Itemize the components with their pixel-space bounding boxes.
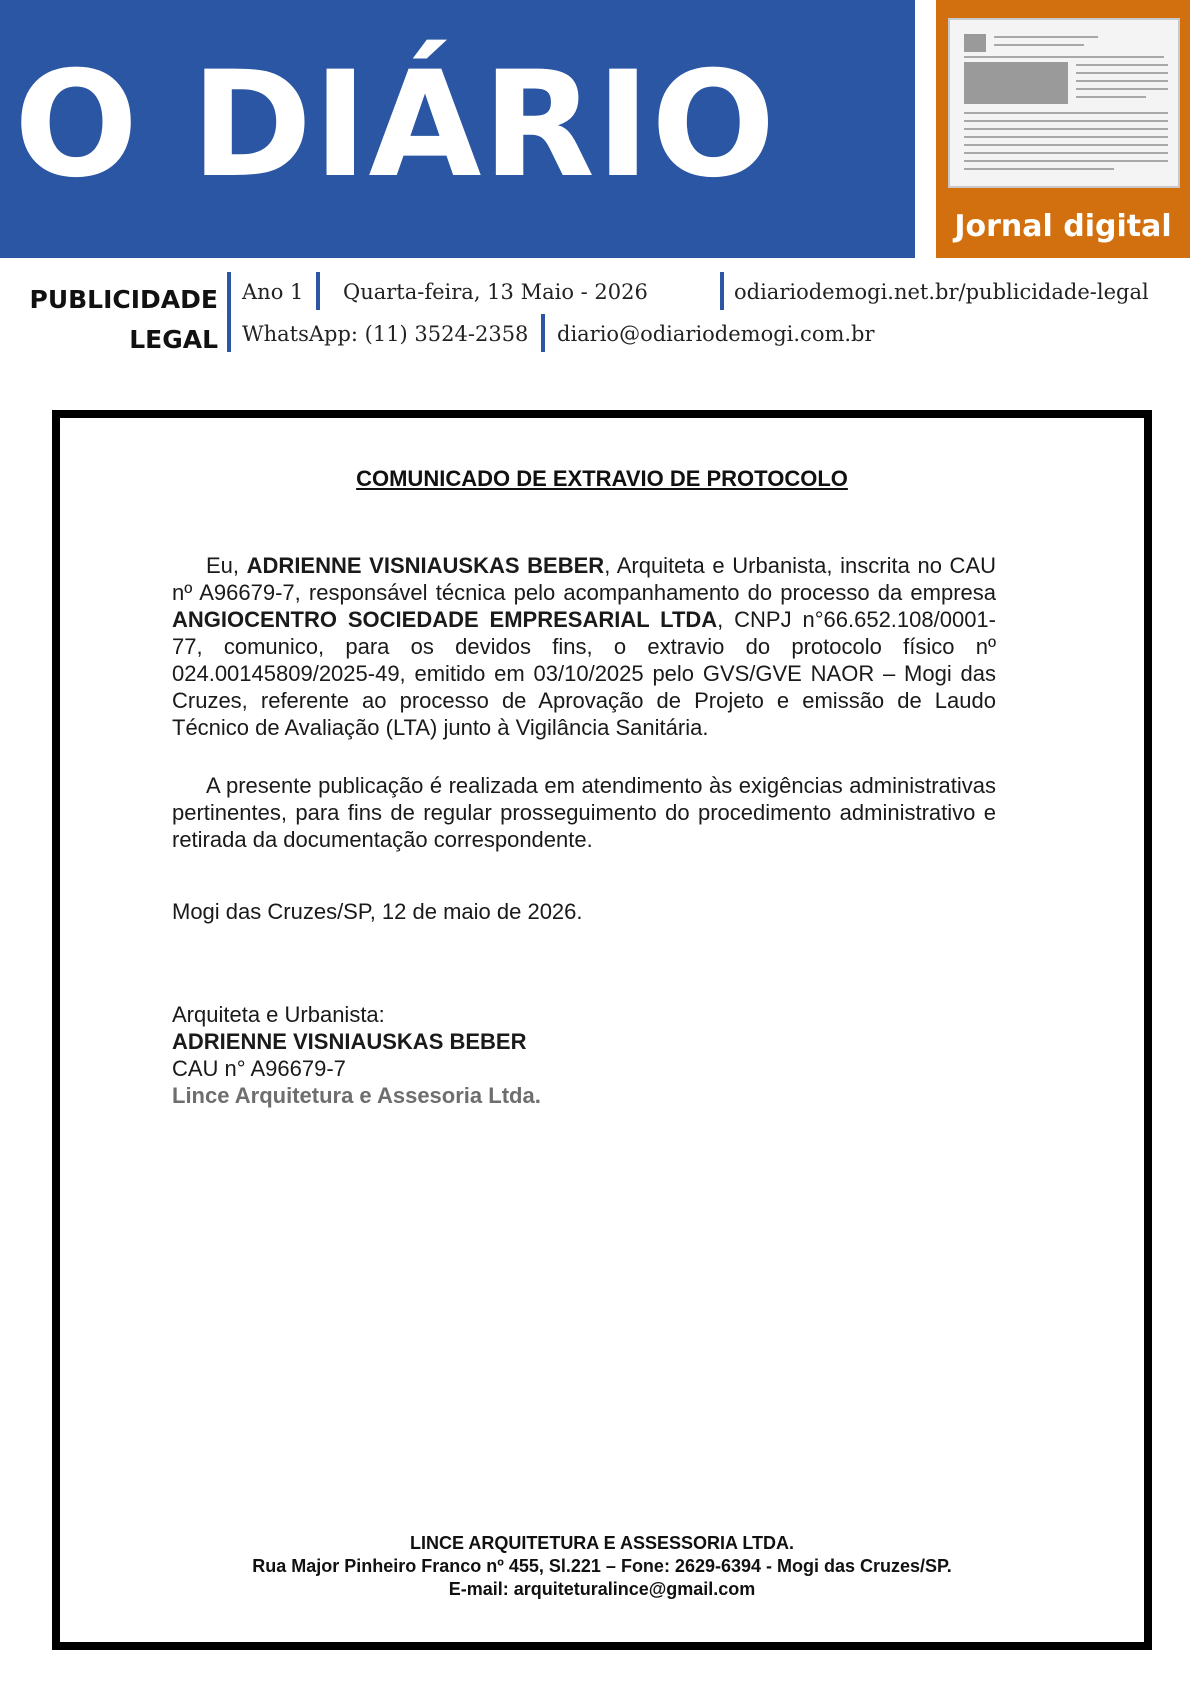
signature-role: Arquiteta e Urbanista:: [172, 1002, 385, 1027]
newspaper-icon: [948, 18, 1180, 188]
signature-company: Lince Arquitetura e Assesoria Ltda.: [172, 1083, 541, 1108]
text-run: Eu,: [206, 553, 247, 578]
company-name: ANGIOCENTRO SOCIEDADE EMPRESARIAL LTDA: [172, 607, 718, 632]
masthead: [0, 0, 1190, 258]
notice-paragraph-2: A presente publicação é realizada em atendimento às exigências administrativas pertinentes, para fins de regular prosseguimento do procedimento administrativo e retirada da documentação correspondente.: [172, 773, 996, 852]
digital-edition-label: Jornal digital: [954, 209, 1172, 244]
brand-banner: [0, 0, 915, 258]
edition-number: Ano 1: [242, 280, 304, 304]
divider: [541, 314, 545, 352]
divider: [316, 272, 320, 310]
place-date: Mogi das Cruzes/SP, 12 de maio de 2026.: [172, 899, 583, 924]
section-label-line1: PUBLICIDADE: [29, 285, 218, 314]
info-bar: [0, 258, 1190, 358]
digital-edition-panel[interactable]: [936, 0, 1190, 258]
section-label-line2: LEGAL: [129, 325, 218, 354]
edition-date: Quarta-feira, 13 Maio - 2026: [343, 280, 648, 304]
declarant-name: ADRIENNE VISNIAUSKAS BEBER: [246, 553, 605, 578]
section-label: [0, 280, 218, 360]
signature-name: ADRIENNE VISNIAUSKAS BEBER: [172, 1029, 527, 1054]
whatsapp-contact[interactable]: WhatsApp: (11) 3524-2358: [242, 322, 529, 346]
legal-notice: [52, 410, 1152, 1650]
footer-company: LINCE ARQUITETURA E ASSESSORIA LTDA.: [409, 1533, 794, 1553]
text-run: , Arquiteta e Urbanista, inscrita no CAU nº A96679-7, responsável técnica pelo acompanhamento do processo da empresa: [172, 553, 997, 605]
footer-email: E-mail: arquiteturalince@gmail.com: [448, 1579, 756, 1599]
website-link[interactable]: odiariodemogi.net.br/publicidade-legal: [734, 280, 1149, 304]
notice-title: COMUNICADO DE EXTRAVIO DE PROTOCOLO: [356, 466, 848, 491]
divider: [720, 272, 724, 310]
email-link[interactable]: diario@odiariodemogi.com.br: [557, 322, 875, 346]
notice-paragraph-1: [172, 552, 996, 741]
text-run: , CNPJ n°66.652.108/0001-77, comunico, para os devidos fins, o extravio do protocolo físico nº 024.00145809/2025-49, emitido em 03/10/2025 pelo GVS/GVE NAOR – Mogi das Cruzes, referente ao processo de Aprovação de Projeto e emissão de Laudo Técnico de Avaliação (LTA) junto à Vigilância Sanitária.: [172, 607, 996, 740]
signature-registration: CAU n° A96679-7: [172, 1056, 346, 1081]
newspaper-logo[interactable]: O DIÁRIO: [14, 40, 777, 210]
footer-address: Rua Major Pinheiro Franco nº 455, Sl.221 – Fone: 2629-6394 - Mogi das Cruzes/SP.: [252, 1556, 952, 1576]
divider: [227, 272, 231, 352]
